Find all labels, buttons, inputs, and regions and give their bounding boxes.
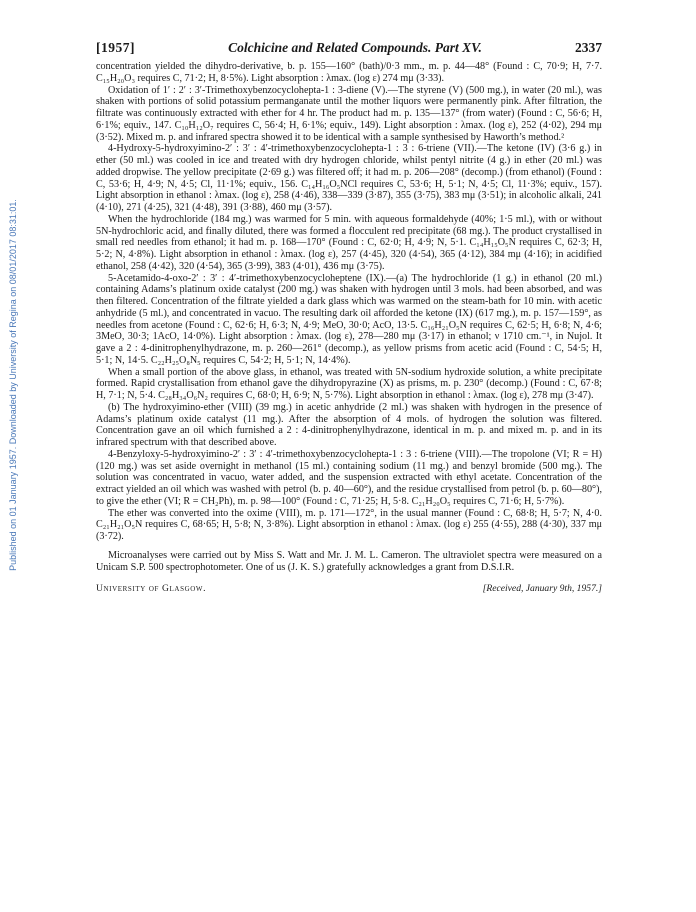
paragraph-hydrochloride-formaldehyde: When the hydrochloride (184 mg.) was warmed for 5 min. with aqueous formaldehyde (40%; 1·5 ml.), with or without 5N-hydrochloric acid, and finally diluted, there was formed a flocculent red precipitate (68 mg.). The product crystallised in small red needles from ethanol; it had m. p. 168—170° (Found : C, 62·0; H, 4·9; N, 5·1. C₁₄H₁₅O₅N requires C, 62·3; H, 5·2; N, 4·8%). Light absorption in ethanol : λmax. (log ε), 257 (4·45), 320 (4·54), 365 (4·12), 384 mμ (4·16); in acidified ethanol, 258 (4·42), 320 (4·54), 365 (3·99), 383 (4·01), 436 mμ (3·75). [96, 213, 602, 272]
header-title: Colchicine and Related Compounds. Part XV. [228, 40, 482, 55]
article-body [96, 61, 602, 573]
paragraph-acetamido-ketone: 5-Acetamido-4-oxo-2′ : 3′ : 4′-trimethoxybenzocycloheptene (IX).—(a) The hydrochloride (1 g.) in ethanol (20 ml.) containing Adams’s platinum oxide catalyst (200 mg.) was shaken with hydrogen until 3 mols. had been absorbed, and was then filtered. Concentration of the filtrate yielded a dark glass which was warmed on the steam-bath for 10 min. with acetic anhydride (5 ml.), and concentrated in vacuo. The resulting dark oil afforded the ketone (IX) (617 mg.), m. p. 157—159°, as needles from acetone (Found : C, 62·6; H, 6·3; N, 4·9; MeO, 30·0; AcO, 13·5. C₁₆H₂₁O₅N requires C, 62·5; H, 6·8; N, 4·6; 3MeO, 30·3; 1AcO, 14·0%). Light absorption : λmax. (log ε), 278—280 mμ (3·17) in ethanol; ν 1710 cm.⁻¹, in Nujol. It gave a 2 : 4-dinitrophenylhydrazone, m. p. 260—261° (decomp.), as yellow prisms from acetic acid (Found : C, 54·5; H, 5·1; N, 14·5. C₂₂H₂₅O₈N₅ requires C, 54·2; H, 5·1; N, 14·4%). [96, 272, 602, 366]
paragraph-hydroxyimino-triene: 4-Hydroxy-5-hydroxyimino-2′ : 3′ : 4′-trimethoxybenzocyclohepta-1 : 3 : 6-triene (VII).—The ketone (IV) (3·6 g.) in ether (50 ml.) was cooled in ice and treated with dry hydrogen chloride, whilst pentyl nitrite (4 g.) in ether (20 ml.) was added dropwise. The yellow precipitate (2·69 g.) was filtered off; it had m. p. 206—208° (decomp.) (from ethanol) (Found : C, 53·6; H, 4·9; N, 4·5; Cl, 11·1%; equiv., 156. C₁₄H₁₆O₅NCl requires C, 53·6; H, 5·1; N, 4·5; Cl, 11·3%; equiv., 157). Light absorption in ethanol : λmax. (log ε), 258 (4·46), 338—339 (3·87), 355 (3·75), 383 mμ (3·51); in alcoholic alkali, 241 (4·10), 271 (4·25), 321 (4·48), 391 (3·88), 460 mμ (3·57). [96, 143, 602, 213]
download-notice-sidebar [5, 150, 21, 620]
paragraph-dihydro-derivative: concentration yielded the dihydro-derivative, b. p. 155—160° (bath)/0·3 mm., m. p. 44—48° (Found : C, 70·9; H, 7·7. C₁₅H₂₀O₃ requires C, 71·2; H, 8·5%). Light absorption : λmax. (log ε) 274 mμ (3·33). [96, 61, 602, 84]
paragraph-oxidation: Oxidation of 1′ : 2′ : 3′-Trimethoxybenzocyclohepta-1 : 3-diene (V).—The styrene (V) (500 mg.), in water (20 ml.), was shaken with portions of solid potassium permanganate until the mother liquors were permanently pink. After filtration, the filtrate was continuously extracted with ether for 4 hr. The product had m. p. 135—137° (from water) (Found : C, 56·6; H, 6·1%; equiv., 147. C₁₀H₁₂O₇ requires C, 56·4; H, 6·1%; equiv., 149). Light absorption : λmax. (log ε), 252 (4·02), 294 mμ (3·52). Mixed m. p. and infrared spectra showed it to be identical with a sample synthesised by Haworth’s method.² [96, 84, 602, 143]
header-year: [1957] [96, 40, 135, 55]
paragraph-oxime: The ether was converted into the oxime (VIII), m. p. 171—172°, in the usual manner (Found : C, 68·8; H, 5·7; N, 4·0. C₂₁H₂₁O₅N requires C, 68·65; H, 5·8; N, 3·8%). Light absorption in ethanol : λmax. (log ε) 255 (4·55), 288 (4·30), 337 mμ (3·72). [96, 507, 602, 542]
page-number: 2337 [574, 40, 602, 55]
paragraph-dihydropyrazine: When a small portion of the above glass, in ethanol, was treated with 5N-sodium hydroxide solution, a white precipitate formed. Rapid crystallisation from ethanol gave the dihydropyrazine (X) as prisms, m. p. 230° (decomp.) (Found : C, 67·8; H, 7·1; N, 5·4. C₂₈H₃₄O₆N₂ requires C, 68·0; H, 6·9; N, 5·7%). Light absorption in ethanol : λmax. (log ε), 278 mμ (3·47). [96, 366, 602, 401]
journal-page [96, 40, 602, 594]
received-date: [Received, January 9th, 1957.] [482, 583, 602, 595]
paragraph-acknowledgements: Microanalyses were carried out by Miss S. Watt and Mr. J. M. L. Cameron. The ultraviolet spectra were measured on a Unicam S.P. 500 spectrophotometer. One of us (J. K. S.) gratefully acknowledges a grant from D.S.I.R. [96, 549, 602, 573]
paragraph-benzyloxy-triene: 4-Benzyloxy-5-hydroxyimino-2′ : 3′ : 4′-trimethoxybenzocyclohepta-1 : 3 : 6-triene (VIII).—The tropolone (VI; R = H) (120 mg.) was set aside overnight in methanol (15 ml.) containing sodium (11 mg.) and benzyl bromide (500 mg.). The solution was concentrated in vacuo, water added, and the suspension extracted with ethyl acetate. Concentration of the extract yielded an oil which was washed with petrol (b. p. 40—60°), and the residue crystallised from petrol (b. p. 60—80°), to give the ether (VI; R = CH₂Ph), m. p. 98—100° (Found : C, 71·25; H, 5·8. C₂₁H₂₀O₅ requires C, 71·6; H, 5·7%). [96, 448, 602, 507]
download-notice-text: Published on 01 January 1957. Downloaded by University of Regina on 08/01/2017 08:31:01. [8, 199, 19, 571]
paragraph-hydroxyimino-ether: (b) The hydroxyimino-ether (VIII) (39 mg.) in acetic anhydride (2 ml.) was shaken with hydrogen in the presence of Adams’s platinum oxide catalyst (11 mg.). After the absorption of 4 mols. of hydrogen the solution was filtered. Concentration gave an oil which furnished a 2 : 4-dinitrophenylhydrazone, identical in m. p. and mixed m. p. and in its infrared spectrum with that described above. [96, 401, 602, 448]
running-header [96, 40, 602, 56]
affiliation: University of Glasgow. [96, 583, 207, 595]
article-footer [96, 583, 602, 594]
